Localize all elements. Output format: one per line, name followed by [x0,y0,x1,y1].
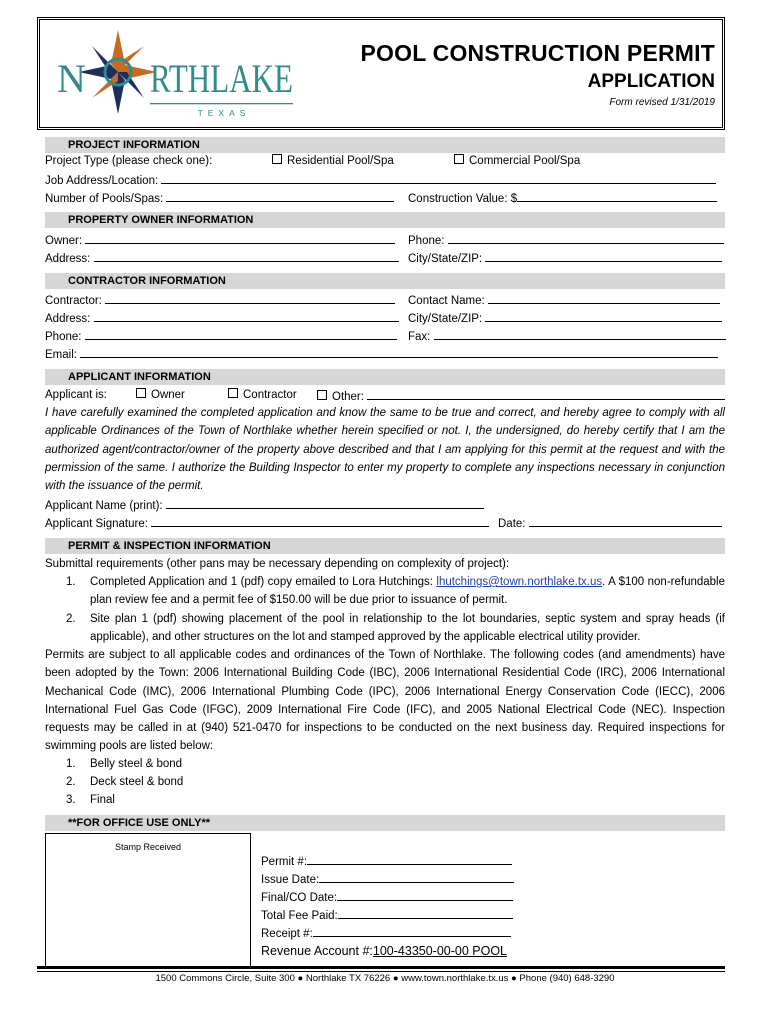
section-permit: PERMIT & INSPECTION INFORMATION [45,538,725,554]
residential-checkbox[interactable] [272,154,282,164]
pools-field[interactable]: Number of Pools/Spas: [45,190,394,206]
project-type-label: Project Type (please check one): [45,155,213,167]
footer-address: 1500 Commons Circle, Suite 300 ● Northlake TX 76226 ● www.town.northlake.tx.us ● Phone (940) 648-3290 [155,973,615,984]
contractor-input[interactable] [105,292,395,304]
stamp-label: Stamp Received [114,842,182,852]
req1-text: Completed Application and 1 (pdf) copy emailed to Lora Hutchings: lhutchings@town.northlake.tx.us. A $100 non-refundable plan review fee and a permit fee of $150.00 will be due prior to issuance of permit. [90,576,725,606]
section-project: PROJECT INFORMATION [45,137,725,153]
contractor-fax-field[interactable]: Fax: [408,328,726,344]
owner-phone-input[interactable] [448,232,724,244]
receipt-field[interactable]: Receipt #: [261,925,511,941]
owner-input[interactable] [85,232,395,244]
logo-n: N [57,56,86,101]
revenue-account-value: 100-43350-00-00 POOL [372,944,508,958]
job-address-input[interactable] [161,172,716,184]
permit-number-field[interactable]: Permit #: [261,853,512,869]
contact-name-field[interactable]: Contact Name: [408,292,720,308]
applicant-statement: I have carefully examined the completed application and know the same to be true and correct, and hereby agree to comply with all applicable Ordinances of the Town of Northlake whether herein specified or not. I, the undersigned, do hereby certify that I am the authorized agent/contractor/owner of the property above described and that I am applying for this permit at the request and with the permission of the same. I authorize the Building Inspector to enter my property to complete any inspections necessary in conjunction with the issuance of the permit. [45,407,725,493]
submittal-intro: Submittal requirements (other pans may be necessary depending on complexity of project): [45,558,510,570]
inspection-item: Belly steel & bond [90,758,183,770]
section-applicant: APPLICANT INFORMATION [45,369,725,385]
inspection-num: 1. [66,758,76,770]
owner-city-input[interactable] [485,250,722,262]
inspection-item: Final [90,794,115,806]
stamp-box [45,833,251,967]
inspection-item: Deck steel & bond [90,776,184,788]
title-block [361,40,716,108]
construction-value-input[interactable] [517,190,717,202]
contractor-phone-input[interactable] [85,328,397,340]
applicant-signature-field[interactable]: Applicant Signature: [45,515,489,531]
owner-address-field[interactable]: Address: [45,250,399,266]
total-fee-input[interactable] [338,907,513,919]
applicant-name-field[interactable]: Applicant Name (print): [45,497,484,513]
issue-date-field[interactable]: Issue Date: [261,871,514,887]
job-address-field[interactable]: Job Address/Location: [45,172,716,188]
page-subtitle: APPLICATION [587,71,715,92]
contractor-field[interactable]: Contractor: [45,292,395,308]
applicant-other-input[interactable] [367,388,725,400]
footer-rule-thin [37,971,725,972]
final-co-date-input[interactable] [337,889,513,901]
inspection-num: 2. [66,776,76,788]
owner-city-field[interactable]: City/State/ZIP: [408,250,722,266]
contractor-fax-input[interactable] [434,328,726,340]
owner-field[interactable]: Owner: [45,232,395,248]
total-fee-field[interactable]: Total Fee Paid: [261,907,513,923]
owner-phone-field[interactable]: Phone: [408,232,724,248]
commercial-option[interactable]: Commercial Pool/Spa [454,154,580,168]
contractor-email-input[interactable] [80,346,718,358]
logo-texas: TEXAS [197,108,251,118]
req2-text: Site plan 1 (pdf) showing placement of the pool in relationship to the lot boundaries, septic system and spray heads (if applicable), and other structures on the lot and stamped approved by the applicable electrical utility provider. [90,613,725,643]
contractor-phone-field[interactable]: Phone: [45,328,397,344]
inspection-num: 3. [66,794,76,806]
form-revised: Form revised 1/31/2019 [609,97,715,108]
contractor-city-input[interactable] [485,310,722,322]
applicant-other-checkbox[interactable] [317,390,327,400]
issue-date-input[interactable] [319,871,514,883]
req1-num: 1. [66,576,76,588]
applicant-signature-input[interactable] [151,515,489,527]
construction-value-field[interactable]: Construction Value: $ [408,190,717,206]
compass-star-icon [79,30,157,114]
section-contractor: CONTRACTOR INFORMATION [45,273,725,289]
contractor-address-field[interactable]: Address: [45,310,399,326]
applicant-other-option[interactable]: Other: [317,388,725,404]
applicant-owner-option[interactable]: Owner [136,388,185,402]
applicant-is-label: Applicant is: [45,389,108,401]
codes-paragraph: Permits are subject to all applicable codes and ordinances of the Town of Northlake. The following codes (and amendments) have been adopted by the Town: 2006 International Building Code (IBC), 2006 International Residential Code (IRC), 2006 International Mechanical Code (IMC), 2006 International Plumbing Code (IPC), 2006 International Energy Conservation Code (IECC), 2006 International Fuel Gas Code (IFGC), 2009 International Fire Code (IFC), and 2005 National Electrical Code (NEC). Inspection requests may be called in at (940) 521-0470 for inspections to be conducted on the next business day. Required inspections for swimming pools are listed below: [45,649,725,753]
applicant-name-input[interactable] [166,497,484,509]
email-link[interactable]: lhutchings@town.northlake.tx.us [436,576,603,588]
revenue-account: Revenue Account #:100-43350-00-00 POOL [261,944,508,958]
pools-input[interactable] [166,190,394,202]
applicant-owner-checkbox[interactable] [136,388,146,398]
final-co-date-field[interactable]: Final/CO Date: [261,889,513,905]
section-owner: PROPERTY OWNER INFORMATION [45,212,725,228]
applicant-contractor-option[interactable]: Contractor [228,388,297,402]
commercial-checkbox[interactable] [454,154,464,164]
contact-name-input[interactable] [488,292,720,304]
footer-rule [37,966,725,969]
page-title: POOL CONSTRUCTION PERMIT [360,40,715,66]
contractor-email-field[interactable]: Email: [45,346,718,362]
contractor-city-field[interactable]: City/State/ZIP: [408,310,722,326]
residential-option[interactable]: Residential Pool/Spa [272,154,394,168]
applicant-date-field[interactable]: Date: [498,515,722,531]
northlake-logo [57,28,297,120]
receipt-input[interactable] [313,925,511,937]
permit-number-input[interactable] [307,853,512,865]
applicant-date-input[interactable] [529,515,722,527]
applicant-contractor-checkbox[interactable] [228,388,238,398]
contractor-address-input[interactable] [94,310,399,322]
section-office: **FOR OFFICE USE ONLY** [45,815,725,831]
req2-num: 2. [66,613,76,625]
logo-wordmark: RTHLAKE [150,56,293,101]
owner-address-input[interactable] [94,250,399,262]
